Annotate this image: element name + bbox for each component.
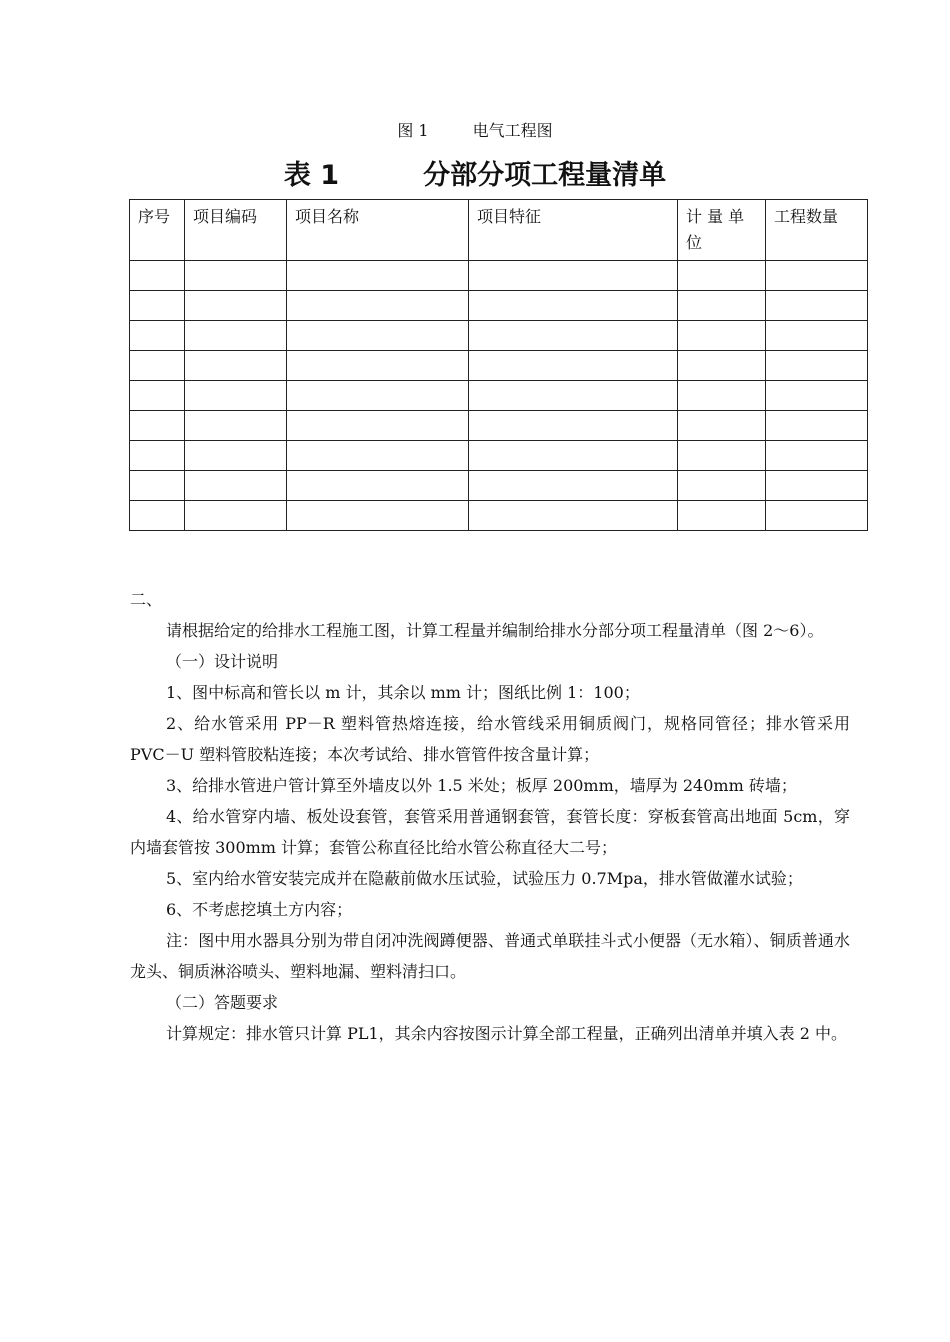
table-row [130, 441, 868, 471]
table-cell [678, 471, 766, 501]
table-cell [287, 501, 469, 531]
table-cell [185, 411, 287, 441]
table-cell [469, 441, 678, 471]
table-cell [287, 321, 469, 351]
table-cell [766, 441, 868, 471]
table-cell [130, 381, 185, 411]
table-cell [678, 321, 766, 351]
table-cell [287, 291, 469, 321]
table-cell [766, 261, 868, 291]
table-cell [469, 291, 678, 321]
figure-title: 电气工程图 [472, 121, 553, 140]
design-item: 5、室内给水管安装完成并在隐蔽前做水压试验，试验压力 0.7Mpa，排水管做灌水试验； [166, 869, 803, 888]
table-cell [678, 381, 766, 411]
table-row [130, 261, 868, 291]
table-cell [469, 411, 678, 441]
header-name: 项目名称 [287, 200, 469, 261]
table-cell [469, 471, 678, 501]
table-body [130, 261, 868, 531]
design-note: 注：图中用水器具分别为带自闭冲洗阀蹲便器、普通式单联挂斗式小便器（无水箱）、铜质普通水龙头、铜质淋浴喷头、塑料地漏、塑料清扫口。 [130, 931, 850, 981]
table-cell [287, 261, 469, 291]
table-cell [185, 321, 287, 351]
design-item: 4、给水管穿内墙、板处设套管，套管采用普通钢套管，套管长度：穿板套管高出地面 5cm，穿内墙套管按 300mm 计算；套管公称直径比给水管公称直径大二号； [130, 807, 850, 857]
design-item: 6、不考虑挖填土方内容； [166, 900, 353, 919]
table-cell [130, 441, 185, 471]
table-title [0, 153, 950, 192]
table-cell [766, 321, 868, 351]
table-cell [469, 501, 678, 531]
bill-of-quantities-table [129, 199, 868, 531]
table-cell [678, 441, 766, 471]
table-cell [469, 321, 678, 351]
table-cell [287, 381, 469, 411]
table-cell [185, 261, 287, 291]
design-item: 2、给水管采用 PP－R 塑料管热熔连接，给水管线采用铜质阀门，规格同管径；排水管采用 PVC－U 塑料管胶粘连接；本次考试给、排水管管件按含量计算； [130, 714, 850, 764]
figure-label: 图 1 [397, 121, 429, 140]
design-heading: （一）设计说明 [166, 652, 279, 671]
table-cell [678, 261, 766, 291]
design-item: 1、图中标高和管长以 m 计，其余以 mm 计；图纸比例 1：100； [166, 683, 640, 702]
table-cell [130, 501, 185, 531]
table-row [130, 471, 868, 501]
table-cell [185, 351, 287, 381]
table-cell [678, 411, 766, 441]
table-cell [766, 501, 868, 531]
table-label: 表 1 [283, 160, 340, 191]
answer-paragraph: 计算规定：排水管只计算 PL1，其余内容按图示计算全部工程量，正确列出清单并填入表 2 中。 [166, 1024, 848, 1043]
table-cell [287, 471, 469, 501]
table-row [130, 351, 868, 381]
table-cell [766, 471, 868, 501]
table-cell [287, 351, 469, 381]
header-code: 项目编码 [185, 200, 287, 261]
table-cell [678, 351, 766, 381]
header-feature: 项目特征 [469, 200, 678, 261]
table-cell [130, 411, 185, 441]
table-cell [678, 501, 766, 531]
table-row [130, 291, 868, 321]
table-cell [766, 351, 868, 381]
design-item: 3、给排水管进户管计算至外墙皮以外 1.5 米处；板厚 200mm，墙厚为 240mm 砖墙； [166, 776, 797, 795]
table-cell [766, 381, 868, 411]
table-cell [185, 471, 287, 501]
table-cell [287, 411, 469, 441]
table-title-text: 分部分项工程量清单 [423, 160, 667, 191]
header-index: 序号 [130, 200, 185, 261]
intro-paragraph: 请根据给定的给排水工程施工图，计算工程量并编制给排水分部分项工程量清单（图 2～6）。 [166, 621, 824, 640]
answer-heading: （二）答题要求 [166, 993, 279, 1012]
table-cell [469, 381, 678, 411]
table-cell [185, 291, 287, 321]
section-number: 二、 [130, 590, 163, 609]
header-unit: 计 量 单位 [678, 200, 766, 261]
table-cell [469, 351, 678, 381]
table-row [130, 321, 868, 351]
table-row [130, 381, 868, 411]
table-cell [185, 501, 287, 531]
figure-caption [0, 118, 950, 141]
table-cell [130, 321, 185, 351]
section-two [130, 584, 850, 1049]
table-cell [287, 441, 469, 471]
table-cell [766, 291, 868, 321]
table-cell [130, 291, 185, 321]
table-cell [185, 381, 287, 411]
table-cell [766, 411, 868, 441]
table-row [130, 501, 868, 531]
table-cell [130, 471, 185, 501]
table-cell [678, 291, 766, 321]
table-cell [469, 261, 678, 291]
table-cell [130, 351, 185, 381]
table-header-row [130, 200, 868, 261]
table-cell [130, 261, 185, 291]
table-cell [185, 441, 287, 471]
header-quantity: 工程数量 [766, 200, 868, 261]
table-row [130, 411, 868, 441]
